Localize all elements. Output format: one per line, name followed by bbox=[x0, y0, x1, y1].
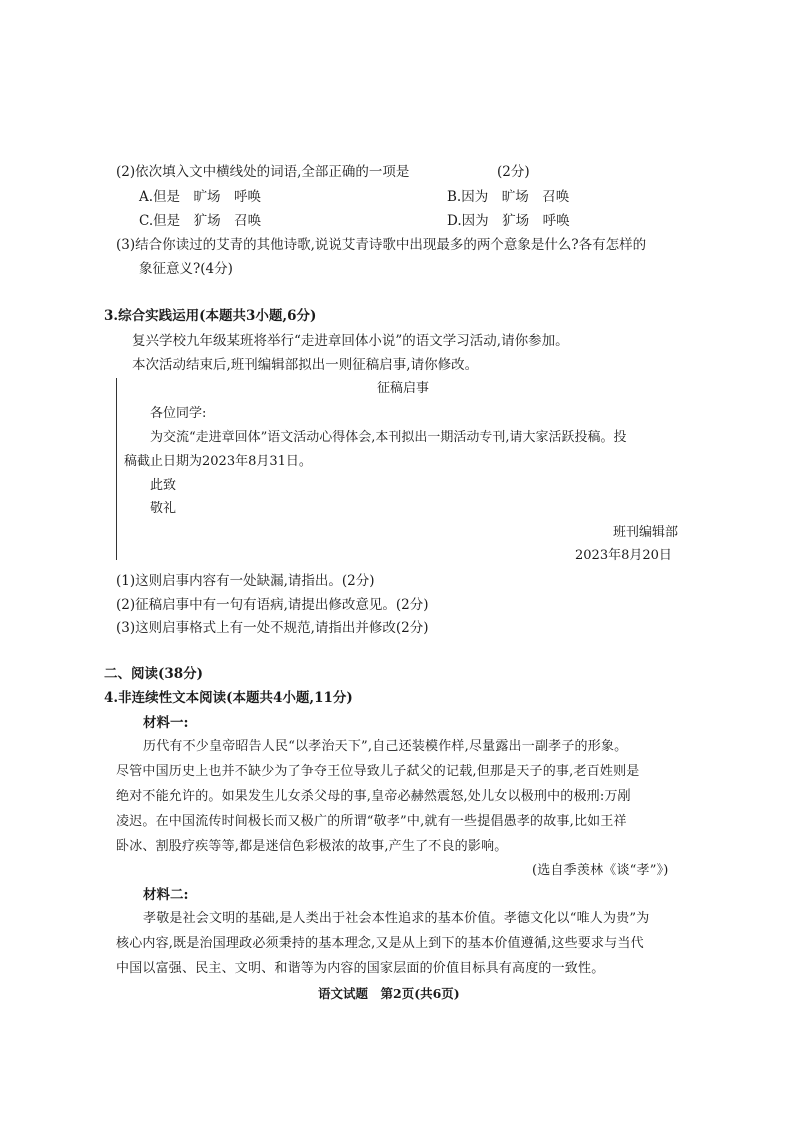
section-3-heading: 3.综合实践运用(本题共3小题,6分) bbox=[104, 308, 317, 324]
material-2-line-1: 孝敬是社会文明的基础,是人类出于社会本性追求的基本价值。孝德文化以“唯人为贵”为 bbox=[143, 911, 650, 926]
q3-line-1: (3)结合你读过的艾青的其他诗歌,说说艾青诗歌中出现最多的两个意象是什么?各有怎样的 bbox=[116, 237, 647, 253]
material-1-line-1: 历代有不少皇帝昭告人民“以孝治天下”,自己还装模作样,尽量露出一副孝子的形象。 bbox=[143, 739, 628, 754]
subquestion-2: (2)征稿启事中有一句有语病,请提出修改意见。(2分) bbox=[116, 597, 429, 613]
q2-option-c: C.但是 犷场 召唤 bbox=[139, 213, 262, 229]
material-1-line-2: 尽管中国历史上也并不缺少为了争夺王位导致儿子弑父的记载,但那是天子的事,老百姓则是 bbox=[116, 764, 640, 779]
material-2-line-3: 中国以富强、民主、文明、和谐等为内容的国家层面的价值目标具有高度的一致性。 bbox=[116, 961, 605, 976]
q2-stem: (2)依次填入文中横线处的词语,全部正确的一项是 bbox=[116, 164, 410, 180]
notice-signature: 班刊编辑部 bbox=[613, 525, 679, 540]
material-1-label: 材料一: bbox=[143, 715, 189, 731]
q2-option-a: A.但是 旷场 呼唤 bbox=[139, 189, 262, 205]
material-1-line-3: 绝对不能允许的。如果发生儿女杀父母的事,皇帝必赫然震怒,处儿女以极刑中的极刑:万剐 bbox=[116, 789, 631, 804]
subquestion-3: (3)这则启事格式上有一处不规范,请指出并修改(2分) bbox=[116, 620, 429, 636]
notice-date: 2023年8月20日 bbox=[575, 548, 672, 563]
notice-body-1: 为交流“走进章回体”语文活动心得体会,本刊拟出一期活动专刊,请大家活跃投稿。投 bbox=[150, 430, 627, 445]
reading-section-title: 二、阅读(38分) bbox=[104, 666, 204, 682]
section-3-intro-2: 本次活动结束后,班刊编辑部拟出一则征稿启事,请你修改。 bbox=[132, 357, 479, 373]
material-1-line-5: 卧冰、割股疗疾等等,都是迷信色彩极浓的故事,产生了不良的影响。 bbox=[116, 839, 508, 854]
subquestion-1: (1)这则启事内容有一处缺漏,请指出。(2分) bbox=[116, 573, 375, 589]
page-footer: 语文试题 第2页(共6页) bbox=[318, 986, 460, 1001]
q2-score: (2分) bbox=[497, 164, 530, 180]
q2-option-b: B.因为 旷场 召唤 bbox=[447, 189, 570, 205]
material-1-source: (选自季羡林《谈“孝”》) bbox=[532, 863, 669, 878]
q4-heading: 4.非连续性文本阅读(本题共4小题,11分) bbox=[104, 690, 353, 706]
notice-title: 征稿启事 bbox=[377, 381, 430, 396]
notice-salutation: 各位同学: bbox=[150, 406, 207, 421]
q2-option-d: D.因为 犷场 呼唤 bbox=[447, 213, 570, 229]
notice-closing-2: 敬礼 bbox=[150, 501, 177, 516]
material-2-label: 材料二: bbox=[143, 887, 189, 903]
q3-line-2: 象征意义?(4分) bbox=[139, 261, 233, 277]
material-2-line-2: 核心内容,既是治国理政必须秉持的基本理念,又是从上到下的基本价值遵循,这些要求与当代 bbox=[116, 936, 644, 951]
notice-closing-1: 此致 bbox=[150, 478, 177, 493]
material-1-line-4: 凌迟。在中国流传时间极长而又极广的所谓“敬孝”中,就有一些提倡愚孝的故事,比如王祥 bbox=[116, 814, 627, 829]
section-3-intro-1: 复兴学校九年级某班将举行“走进章回体小说”的语文学习活动,请你参加。 bbox=[132, 333, 569, 349]
notice-body-2: 稿截止日期为2023年8月31日。 bbox=[124, 454, 312, 469]
